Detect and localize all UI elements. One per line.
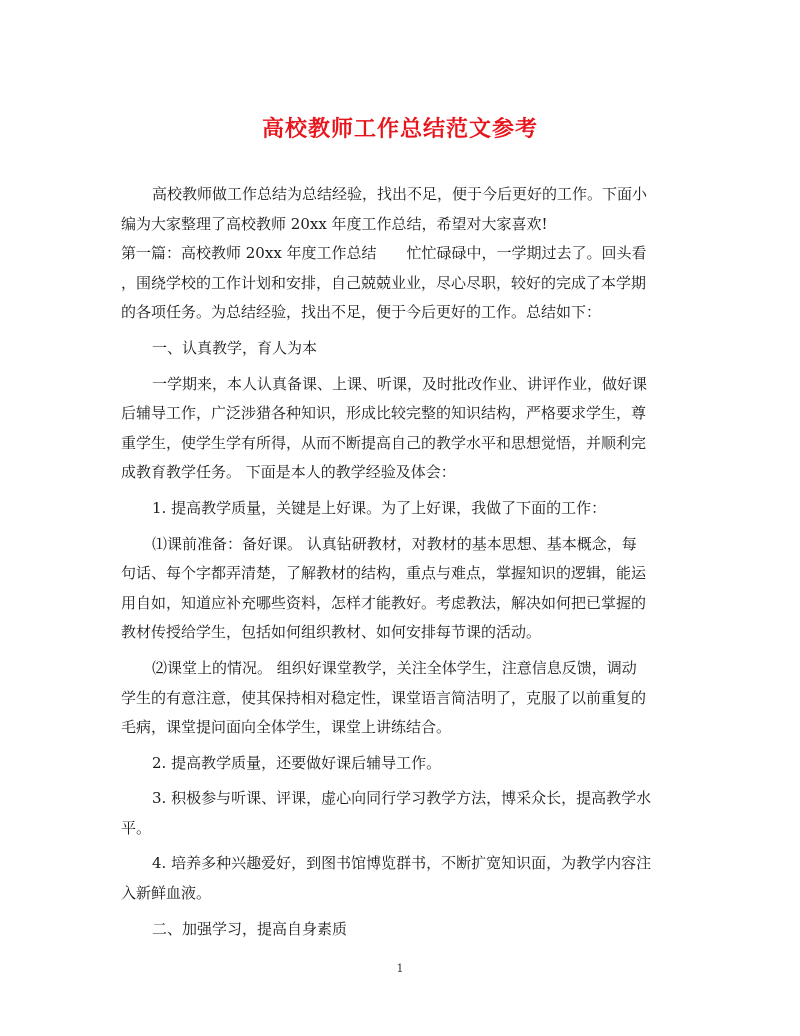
paragraph-line: 平。	[121, 818, 152, 837]
paragraph-line: ⑴课前准备：备好课。 认真钻研教材，对教材的基本思想、基本概念，每	[152, 534, 637, 553]
paragraph-line: 重学生，使学生学有所得，从而不断提高自己的教学水平和思想觉悟，并顺利完	[121, 433, 647, 452]
paragraph-line: 后辅导工作，广泛涉猎各种知识，形成比较完整的知识结构，严格要求学生，尊	[121, 404, 647, 423]
paragraph-line: 3. 积极参与听课、评课，虚心向同行学习教学方法，博采众长，提高教学水	[152, 789, 652, 808]
paragraph-line: 用自如，知道应补充哪些资料，怎样才能教好。考虑教法，解决如何把已掌握的	[121, 593, 647, 612]
paragraph-line: 句话、每个字都弄清楚，了解教材的结构，重点与难点，掌握知识的逻辑，能运	[121, 564, 647, 583]
paragraph-line: 成教育教学任务。 下面是本人的教学经验及体会：	[121, 463, 456, 482]
paragraph-line: 教材传授给学生，包括如何组织教材、如何安排每节课的活动。	[121, 623, 542, 642]
paragraph-line: 毛病，课堂提问面向全体学生，课堂上讲练结合。	[121, 718, 452, 737]
document-title: 高校教师工作总结范文参考	[261, 116, 538, 142]
paragraph-line: 入新鲜血液。	[121, 884, 212, 903]
paragraph-line: 高校教师做工作总结为总结经验，找出不足，便于今后更好的工作。下面小	[152, 185, 648, 203]
section-heading: 一、认真教学，育人为本	[152, 338, 318, 357]
paragraph-line: 学生的有意注意，使其保持相对稳定性，课堂语言简洁明了，克服了以前重复的	[121, 688, 647, 707]
paragraph-line: 的各项任务。为总结经验，找出不足，便于今后更好的工作。总结如下：	[121, 303, 602, 322]
paragraph-line: ，围绕学校的工作计划和安排，自己兢兢业业，尽心尽职，较好的完成了本学期	[121, 273, 647, 292]
paragraph-line: 1. 提高教学质量，关键是上好课。为了上好课，我做了下面的工作：	[152, 498, 607, 517]
paragraph-line: 2. 提高教学质量，还要做好课后辅导工作。	[152, 753, 442, 772]
paragraph-line: ⑵课堂上的情况。 组织好课堂教学，关注全体学生，注意信息反馈，调动	[152, 658, 637, 677]
page-number: 1	[396, 962, 404, 975]
paragraph-line: 4. 培养多种兴趣爱好，到图书馆博览群书，不断扩宽知识面，为教学内容注	[152, 854, 652, 873]
paragraph-line: 第一篇：高校教师 20xx 年度工作总结 忙忙碌碌中，一学期过去了。回头看	[121, 244, 647, 263]
section-heading: 二、加强学习，提高自身素质	[152, 919, 348, 938]
paragraph-line: 编为大家整理了高校教师 20xx 年度工作总结，希望对大家喜欢!	[121, 214, 548, 233]
paragraph-line: 一学期来，本人认真备课、上课、听课，及时批改作业、讲评作业，做好课	[152, 374, 648, 393]
document-body	[121, 180, 681, 944]
